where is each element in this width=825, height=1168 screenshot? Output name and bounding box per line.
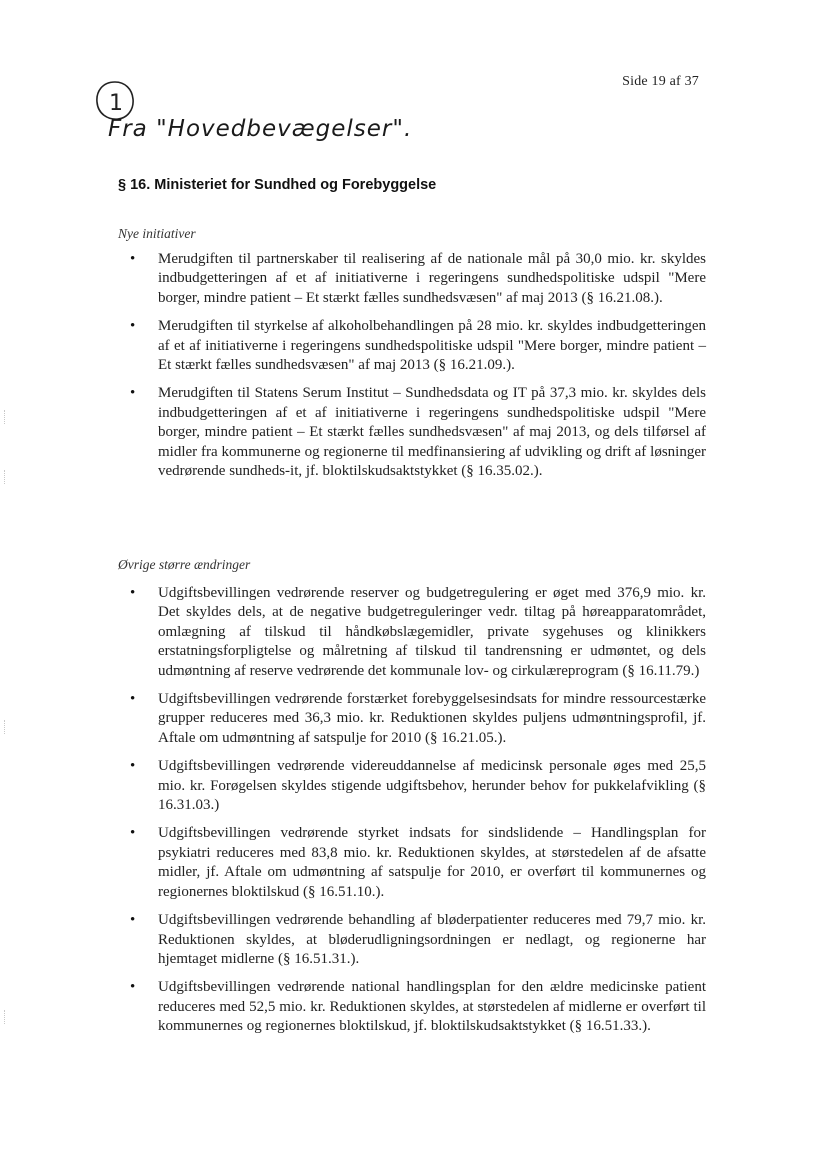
list-item: • Udgiftsbevillingen vedrørende national handlingsplan for den ældre medicinske patient reduceres med 52,5 mio. kr. Reduktionen skyldes, at størstedelen af midlerne er overført til kommunernes og regionernes bloktilskud, jf. bloktilskudsaktstykket (§ 16.51.33.). [118,978,706,1036]
handwritten-number: 1 [109,91,123,116]
list-item: • Udgiftsbevillingen vedrørende styrket indsats for sindslidende – Handlingsplan for psykiatri reduceres med 83,8 mio. kr. Reduktionen skyldes, at størstedelen af de afsatte midler, jf. Aftale om udmøntning af satspulje for 2010, er overført til kommunernes og regionernes bloktilskud (§ 16.51.10.). [118,824,706,902]
list-item: • Udgiftsbevillingen vedrørende forstærket forebyggelsesindsats for mindre ressourcestærke grupper reduceres med 36,3 mio. kr. Reduktionen skyldes puljens udmøntningsprofil, jf. Aftale om udmøntning af satspulje for 2010 (§ 16.21.05.). [118,690,706,748]
scan-edge-mark [4,1010,7,1024]
other-changes-list [118,584,706,1046]
list-item: • Udgiftsbevillingen vedrørende reserver og budgetregulering er øget med 376,9 mio. kr. Det skyldes dels, at de negative budgetreguleringer vedr. tiltag på høreapparatområdet, omlægning af tilskud til håndkøbslægemidler, private sygehuses og klinikkers erstatningsforpligtelse og målretning af tilskud til tandrensning er udmøntet, og dels udmøntning af reserve vedrørende det kommunale lov- og cirkulæreprogram (§ 16.11.79.) [118,584,706,681]
list-item: • Udgiftsbevillingen vedrørende behandling af bløderpatienter reduceres med 79,7 mio. kr. Reduktionen skyldes, at bløderudligningsordningen er nedlagt, og regionerne har hjemtaget midlerne (§ 16.51.31.). [118,911,706,969]
list-item: • Merudgiften til Statens Serum Institut – Sundhedsdata og IT på 37,3 mio. kr. skyldes dels indbudgetteringen af et af initiativerne i regeringens sundhedspolitiske udspil "Mere borger, mindre patient – Et stærkt fælles sundhedsvæsen" af maj 2013, og dels tilførsel af midler fra kommunerne og regionerne til medfinansiering af udvikling og drift af løsninger vedrørende sundheds-it, jf. bloktilskudsaktstykket (§ 16.35.02.). [118,384,706,481]
section-title: § 16. Ministeriet for Sundhed og Forebyggelse [118,177,437,193]
list-item: • Merudgiften til styrkelse af alkoholbehandlingen på 28 mio. kr. skyldes indbudgetteringen af et af initiativerne i regeringens sundhedspolitiske udspil "Mere borger, mindre patient – Et stærkt fælles sundhedsvæsen" af maj 2013 (§ 16.21.09.). [118,317,706,375]
page-number: Side 19 af 37 [622,74,699,89]
list-item: • Merudgiften til partnerskaber til realisering af de nationale mål på 30,0 mio. kr. skyldes indbudgetteringen af et af initiativerne i regeringens sundhedspolitiske udspil "Mere borger, mindre patient – Et stærkt fælles sundhedsvæsen" af maj 2013 (§ 16.21.08.). [118,250,706,308]
handwritten-title: Fra "Hovedbevægelser". [108,116,413,142]
new-initiatives-heading: Nye initiativer [118,226,196,241]
new-initiatives-list [118,250,706,490]
other-changes-heading: Øvrige større ændringer [118,557,251,572]
scan-edge-mark [4,720,7,734]
list-item: • Udgiftsbevillingen vedrørende videreuddannelse af medicinsk personale øges med 25,5 mio. kr. Forøgelsen skyldes stigende udgiftsbehov, herunder behov for pukkelafvikling (§ 16.31.03.) [118,757,706,815]
scan-edge-mark [4,470,7,484]
scan-edge-mark [4,410,7,424]
